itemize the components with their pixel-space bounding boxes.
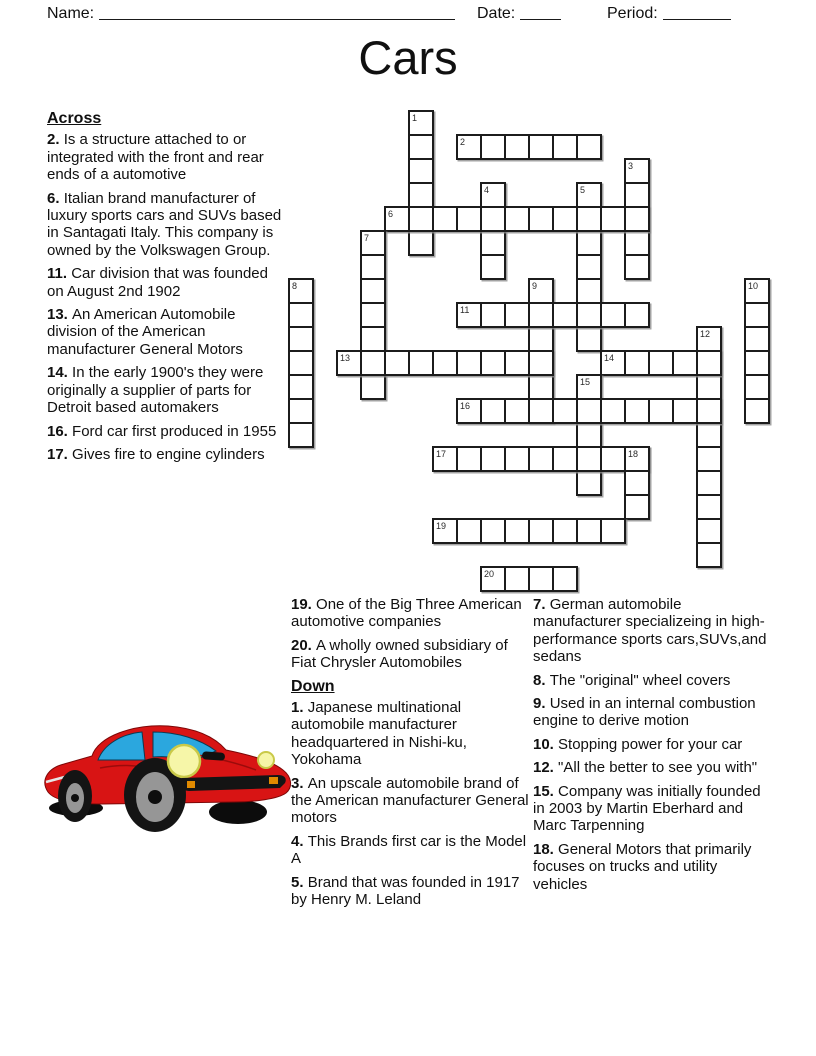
name-label: Name: <box>47 5 95 22</box>
cell-number-10: 10 <box>748 280 759 291</box>
period-blank-line[interactable] <box>663 4 731 20</box>
clue-across-11 <box>47 265 285 300</box>
clue-down-15 <box>533 783 773 835</box>
cell-number-9: 9 <box>532 280 538 291</box>
crossword-cell-8-2[interactable] <box>290 304 312 326</box>
crossword-cell-7-7[interactable] <box>362 376 384 398</box>
crossword-cell-10-3[interactable] <box>746 328 768 350</box>
word-16-across <box>456 398 722 424</box>
cell-number-14: 14 <box>604 352 615 363</box>
crossword-cell-16-2[interactable] <box>482 400 504 422</box>
crossword-cell-12-3[interactable] <box>698 376 720 398</box>
clue-number: 8. <box>533 671 550 689</box>
down-clues-list-1 <box>291 699 531 908</box>
clue-number: 9. <box>533 695 550 713</box>
crossword-cell-7-5[interactable] <box>362 328 384 350</box>
cell-number-20: 20 <box>484 568 495 579</box>
crossword-cell-7-2[interactable] <box>362 256 384 278</box>
crossword-cell-16-6[interactable] <box>578 400 600 422</box>
crossword-cell-1-6[interactable] <box>410 232 432 254</box>
crossword-cell-4-3[interactable] <box>482 232 504 254</box>
clue-number: 11. <box>47 265 72 283</box>
crossword-cell-6-3[interactable] <box>434 208 456 230</box>
crossword-cell-16-8[interactable] <box>626 400 648 422</box>
crossword-cell-5-3[interactable] <box>578 232 600 254</box>
word-15-down <box>576 374 602 496</box>
crossword-cell-11-5[interactable] <box>554 304 576 326</box>
crossword-cell-19-4[interactable] <box>506 520 528 542</box>
car-headlight-left <box>168 745 200 777</box>
crossword-cell-13-5[interactable] <box>434 352 456 374</box>
cell-number-2: 2 <box>460 136 466 147</box>
cell-number-16: 16 <box>460 400 471 411</box>
crossword-grid <box>288 110 774 596</box>
crossword-cell-6-4[interactable] <box>458 208 480 230</box>
crossword-cell-19-2[interactable] <box>458 520 480 542</box>
name-blank-line[interactable] <box>99 4 455 20</box>
crossword-cell-6-10[interactable] <box>602 208 624 230</box>
crossword-cell-13-3[interactable] <box>386 352 408 374</box>
clue-text: German automobile manufacturer specializeing in high-performance sports cars,SUVs,and sedans <box>533 596 767 666</box>
clue-number: 19. <box>291 596 317 613</box>
crossword-cell-14-4[interactable] <box>674 352 696 374</box>
crossword-cell-10-4[interactable] <box>746 352 768 374</box>
crossword-cell-16-5[interactable] <box>554 400 576 422</box>
crossword-cell-6-7[interactable] <box>530 208 552 230</box>
crossword-cell-14-3[interactable] <box>650 352 672 374</box>
crossword-cell-1-4[interactable] <box>410 184 432 206</box>
crossword-cell-7-4[interactable] <box>362 304 384 326</box>
crossword-cell-13-6[interactable] <box>458 352 480 374</box>
crossword-cell-8-6[interactable] <box>290 400 312 422</box>
crossword-cell-7-3[interactable] <box>362 280 384 302</box>
crossword-cell-1-3[interactable] <box>410 160 432 182</box>
crossword-cell-13-8[interactable] <box>506 352 528 374</box>
clue-text: Ford car first produced in 1955 <box>72 422 277 440</box>
cell-number-17: 17 <box>436 448 447 459</box>
car-indicator-left <box>187 781 195 788</box>
crossword-cell-19-8[interactable] <box>602 520 624 542</box>
clue-down-3 <box>291 775 531 827</box>
word-11-across <box>456 302 650 328</box>
cell-number-6: 6 <box>388 208 394 219</box>
clue-number: 7. <box>533 596 550 613</box>
clue-across-14 <box>47 364 285 416</box>
clue-down-9 <box>533 695 773 730</box>
cell-number-15: 15 <box>580 376 591 387</box>
crossword-cell-15-5[interactable] <box>578 472 600 494</box>
car-rear-hub-center <box>71 794 79 802</box>
crossword-cell-18-2[interactable] <box>626 472 648 494</box>
crossword-cell-20-4[interactable] <box>554 568 576 590</box>
clue-across-13 <box>47 306 285 358</box>
crossword-cell-20-2[interactable] <box>506 568 528 590</box>
across-clues-continued-list <box>291 596 531 672</box>
crossword-cell-16-4[interactable] <box>530 400 552 422</box>
down-heading: Down <box>291 677 335 695</box>
across-heading: Across <box>47 110 102 127</box>
clue-number: 2. <box>47 131 64 149</box>
clue-number: 4. <box>291 832 308 850</box>
clue-number: 17. <box>47 445 73 463</box>
clue-text: One of the Big Three American automotive companies <box>291 596 522 631</box>
clue-down-18 <box>533 841 773 893</box>
clue-down-10 <box>533 736 773 753</box>
clue-across-20 <box>291 637 531 672</box>
crossword-cell-10-2[interactable] <box>746 304 768 326</box>
crossword-cell-8-7[interactable] <box>290 424 312 446</box>
crossword-cell-11-6[interactable] <box>578 304 600 326</box>
clue-number: 1. <box>291 699 308 717</box>
crossword-cell-17-3[interactable] <box>482 448 504 470</box>
clue-text: An upscale automobile brand of the American manufacturer General motors <box>291 774 529 827</box>
right-clues-column <box>533 596 773 899</box>
crossword-cell-6-11[interactable] <box>626 208 648 230</box>
crossword-cell-20-3[interactable] <box>530 568 552 590</box>
date-label: Date: <box>477 5 516 22</box>
crossword-cell-12-10[interactable] <box>698 544 720 566</box>
crossword-cell-9-3[interactable] <box>530 328 552 350</box>
crossword-cell-5-7[interactable] <box>578 328 600 350</box>
clue-across-2 <box>47 131 285 183</box>
crossword-cell-19-6[interactable] <box>554 520 576 542</box>
clue-across-19 <box>291 596 531 631</box>
cell-number-7: 7 <box>364 232 370 243</box>
crossword-cell-6-5[interactable] <box>482 208 504 230</box>
crossword-cell-19-5[interactable] <box>530 520 552 542</box>
across-clues-column <box>47 110 285 469</box>
crossword-cell-14-5[interactable] <box>698 352 720 374</box>
word-8-down <box>288 278 314 448</box>
clue-text: Stopping power for your car <box>558 735 743 753</box>
crossword-cell-16-10[interactable] <box>674 400 696 422</box>
crossword-cell-8-4[interactable] <box>290 352 312 374</box>
crossword-cell-11-2[interactable] <box>482 304 504 326</box>
crossword-cell-17-6[interactable] <box>554 448 576 470</box>
crossword-cell-5-4[interactable] <box>578 256 600 278</box>
crossword-cell-2-2[interactable] <box>482 136 504 158</box>
crossword-cell-1-2[interactable] <box>410 136 432 158</box>
car-front-hub-center <box>148 790 162 804</box>
car-headlight-right <box>258 752 274 768</box>
crossword-cell-19-3[interactable] <box>482 520 504 542</box>
crossword-cell-11-8[interactable] <box>626 304 648 326</box>
word-14-across <box>600 350 722 376</box>
crossword-cell-18-3[interactable] <box>626 496 648 518</box>
clue-number: 15. <box>533 782 559 800</box>
crossword-cell-2-5[interactable] <box>554 136 576 158</box>
red-car-illustration <box>42 708 294 834</box>
crossword-cell-17-7[interactable] <box>578 448 600 470</box>
crossword-cell-17-2[interactable] <box>458 448 480 470</box>
crossword-cell-10-5[interactable] <box>746 376 768 398</box>
crossword-cell-14-2[interactable] <box>626 352 648 374</box>
cell-number-8: 8 <box>292 280 298 291</box>
crossword-cell-17-5[interactable] <box>530 448 552 470</box>
clue-number: 13. <box>47 306 73 324</box>
word-2-across <box>456 134 602 160</box>
clue-number: 3. <box>291 774 308 792</box>
word-10-down <box>744 278 770 424</box>
crossword-cell-2-6[interactable] <box>578 136 600 158</box>
crossword-cell-2-4[interactable] <box>530 136 552 158</box>
crossword-cell-4-4[interactable] <box>482 256 504 278</box>
crossword-cell-12-8[interactable] <box>698 496 720 518</box>
crossword-cell-13-7[interactable] <box>482 352 504 374</box>
crossword-cell-3-2[interactable] <box>626 184 648 206</box>
cell-number-19: 19 <box>436 520 447 531</box>
car-hood-vent <box>202 751 226 761</box>
clue-text: Company was initially founded in 2003 by Martin Eberhard and Marc Tarpenning <box>533 782 761 835</box>
crossword-cell-16-9[interactable] <box>650 400 672 422</box>
clue-number: 12. <box>533 759 559 777</box>
clue-text: A wholly owned subsidiary of Fiat Chrysler Automobiles <box>291 636 508 672</box>
word-6-across <box>384 206 650 232</box>
cell-number-11: 11 <box>460 304 470 315</box>
cell-number-5: 5 <box>580 184 586 195</box>
cell-number-12: 12 <box>700 328 711 339</box>
clue-number: 6. <box>47 189 64 207</box>
period-label: Period: <box>607 5 658 22</box>
crossword-cell-3-4[interactable] <box>626 232 648 254</box>
crossword-cell-10-6[interactable] <box>746 400 768 422</box>
cell-number-3: 3 <box>628 160 634 171</box>
clue-text: This Brands first car is the Model A <box>291 832 527 868</box>
clue-number: 5. <box>291 873 308 891</box>
crossword-cell-16-7[interactable] <box>602 400 624 422</box>
clue-text: Brand that was founded in 1917 by Henry M. Leland <box>291 873 520 909</box>
car-indicator-right <box>269 777 278 784</box>
word-20-across <box>480 566 578 592</box>
date-blank-line[interactable] <box>520 4 561 20</box>
page-title: Cars <box>358 31 458 84</box>
clue-down-12 <box>533 759 773 776</box>
crossword-cell-13-4[interactable] <box>410 352 432 374</box>
crossword-cell-11-4[interactable] <box>530 304 552 326</box>
word-17-across <box>432 446 650 472</box>
clue-text: Car division that was founded on August 2nd 1902 <box>47 265 268 300</box>
crossword-cell-11-3[interactable] <box>506 304 528 326</box>
crossword-cell-8-3[interactable] <box>290 328 312 350</box>
clue-number: 14. <box>47 364 73 382</box>
clue-text: The "original" wheel covers <box>549 671 731 689</box>
crossword-cell-9-5[interactable] <box>530 376 552 398</box>
crossword-cell-13-2[interactable] <box>362 352 384 374</box>
cell-number-13: 13 <box>340 352 351 363</box>
clue-down-5 <box>291 874 531 909</box>
crossword-cell-15-3[interactable] <box>578 424 600 446</box>
clue-text: An American Automobile division of the American manufacturer General Motors <box>47 306 243 358</box>
clue-across-17 <box>47 446 285 463</box>
crossword-cell-6-8[interactable] <box>554 208 576 230</box>
down-clues-list-2 <box>533 596 773 893</box>
clue-number: 20. <box>291 636 317 654</box>
cell-number-4: 4 <box>484 184 490 195</box>
clue-text: Used in an internal combustion engine to derive motion <box>533 695 756 730</box>
clue-number: 10. <box>533 735 559 753</box>
clue-text: General Motors that primarily focuses on trucks and utility vehicles <box>533 840 752 893</box>
crossword-cell-12-9[interactable] <box>698 520 720 542</box>
clue-text: Italian brand manufacturer of luxury sports cars and SUVs based in Santagati Italy. This company is owned by the Volkswagen Group. <box>47 189 282 259</box>
clue-down-4 <box>291 833 531 868</box>
crossword-cell-2-3[interactable] <box>506 136 528 158</box>
crossword-cell-17-4[interactable] <box>506 448 528 470</box>
cell-number-18: 18 <box>628 448 639 459</box>
crossword-cell-12-6[interactable] <box>698 448 720 470</box>
crossword-cell-19-7[interactable] <box>578 520 600 542</box>
clue-across-16 <box>47 423 285 440</box>
crossword-cell-16-3[interactable] <box>506 400 528 422</box>
crossword-cell-8-5[interactable] <box>290 376 312 398</box>
clue-number: 18. <box>533 840 559 858</box>
crossword-cell-6-6[interactable] <box>506 208 528 230</box>
crossword-cell-6-2[interactable] <box>410 208 432 230</box>
crossword-cell-6-9[interactable] <box>578 208 600 230</box>
clue-text: Japanese multinational automobile manufacturer headquartered in Nishi-ku, Yokohama <box>291 699 467 769</box>
clue-down-7 <box>533 596 773 666</box>
crossword-cell-11-7[interactable] <box>602 304 624 326</box>
across-clues-list <box>47 131 285 463</box>
crossword-cell-16-11[interactable] <box>698 400 720 422</box>
clue-down-8 <box>533 672 773 689</box>
word-19-across <box>432 518 626 544</box>
middle-clues-column <box>291 596 531 915</box>
crossword-cell-5-5[interactable] <box>578 280 600 302</box>
crossword-cell-12-5[interactable] <box>698 424 720 446</box>
crossword-cell-13-9[interactable] <box>530 352 552 374</box>
word-13-across <box>336 350 554 376</box>
clue-text: Is a structure attached to or integrated with the front and rear ends of a automotive <box>47 131 264 184</box>
date-field-group <box>477 4 561 23</box>
period-field-group <box>607 4 731 23</box>
clue-text: In the early 1900's they were originally a supplier of parts for Detroit based automakers <box>47 364 264 417</box>
cell-number-1: 1 <box>412 112 418 123</box>
car-far-wheel <box>209 800 267 824</box>
name-field-group <box>47 4 455 23</box>
crossword-cell-12-7[interactable] <box>698 472 720 494</box>
crossword-cell-3-5[interactable] <box>626 256 648 278</box>
clue-text: "All the better to see you with" <box>558 759 758 777</box>
clue-number: 16. <box>47 422 73 440</box>
word-1-down <box>408 110 434 256</box>
clue-text: Gives fire to engine cylinders <box>72 445 265 463</box>
clue-down-1 <box>291 699 531 769</box>
crossword-cell-17-8[interactable] <box>602 448 624 470</box>
clue-across-6 <box>47 190 285 260</box>
